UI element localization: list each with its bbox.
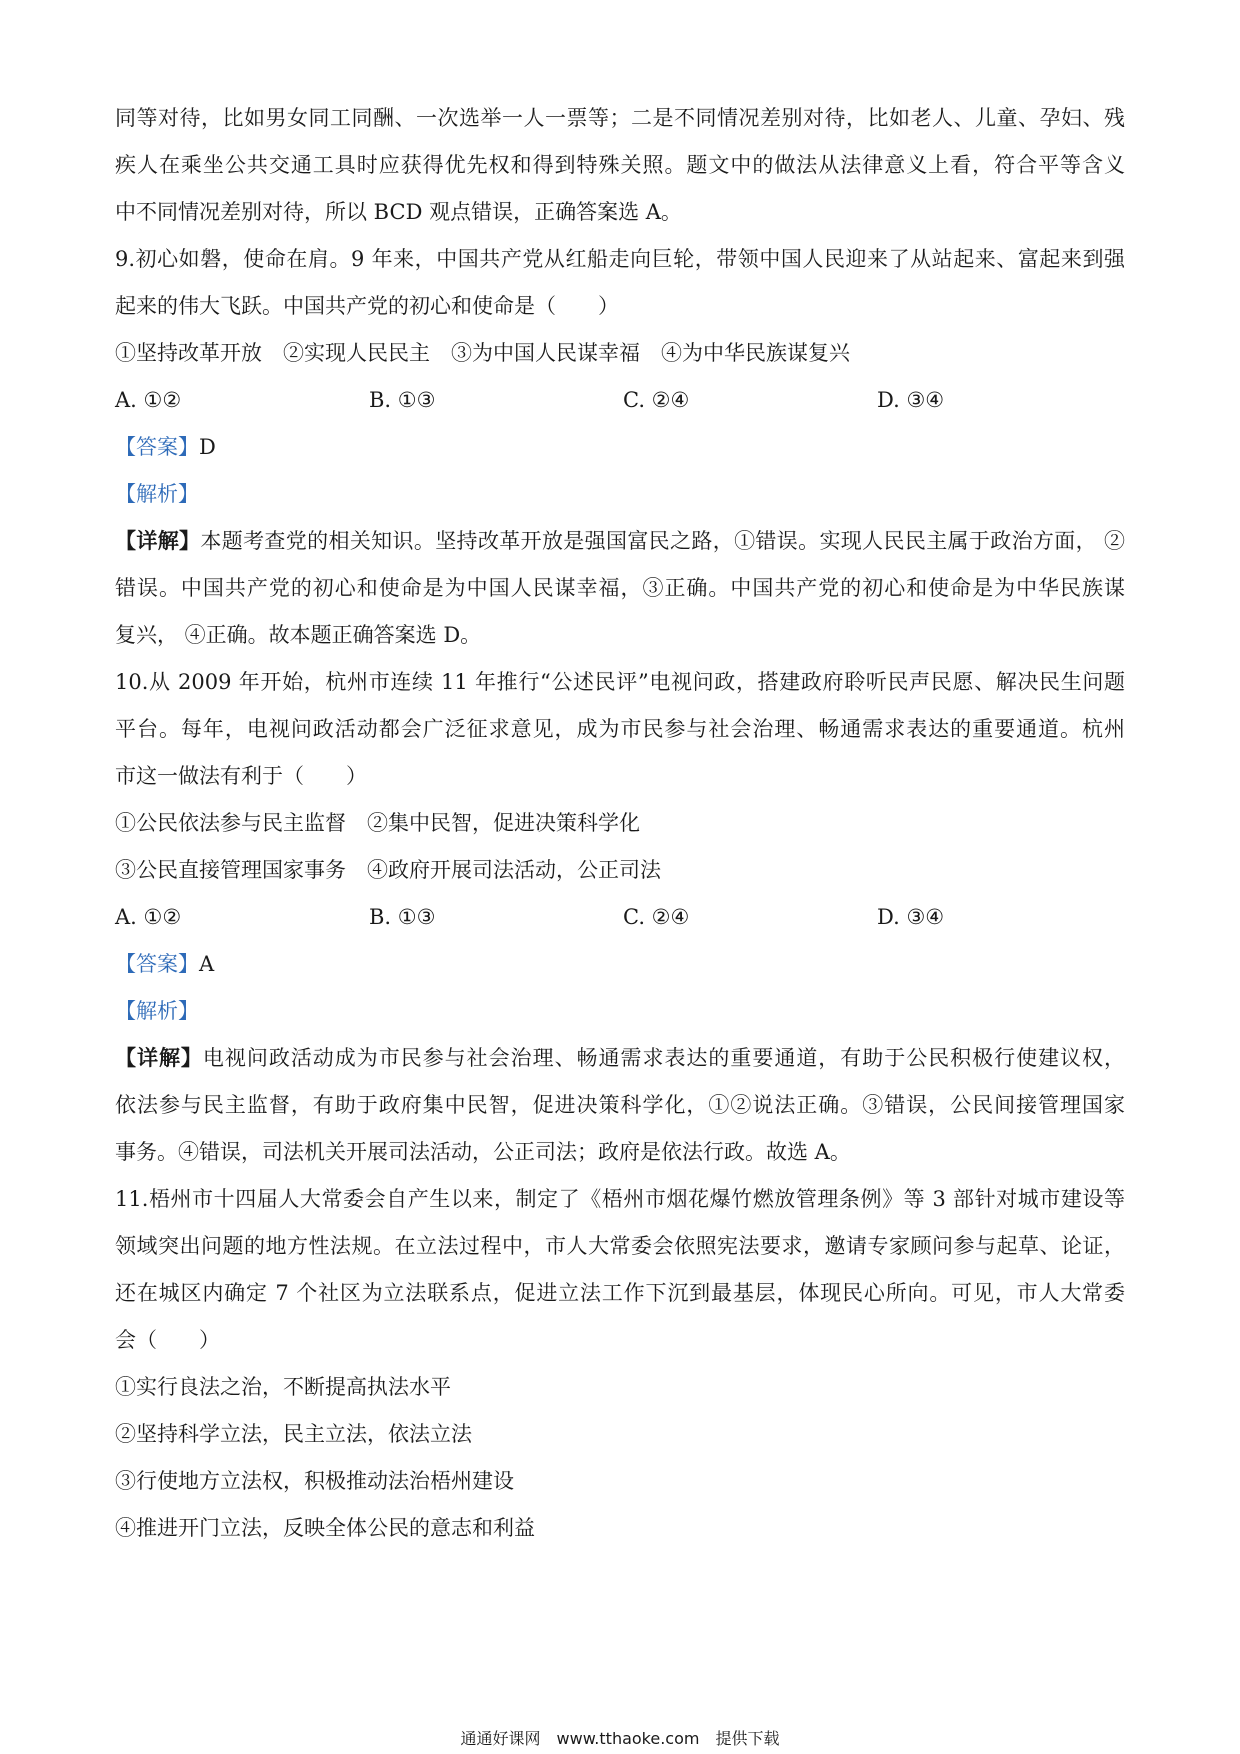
- answer-value: D: [199, 435, 216, 459]
- q9-options: [115, 385, 1125, 415]
- q11-stem-line: 11.梧州市十四届人大常委会自产生以来，制定了《梧州市烟花爆竹燃放管理条例》等 3 部针对城市建设等: [115, 1187, 1125, 1211]
- q9-stem-line: 起来的伟大飞跃。中国共产党的初心和使命是（ ）: [115, 294, 619, 318]
- q10-options: [115, 902, 1125, 932]
- q10-answer: [115, 949, 1125, 979]
- page-footer: 通通好课网 www.tthaoke.com 提供下载: [460, 1729, 780, 1748]
- answer-value: A: [199, 952, 215, 976]
- q10-option-b: B. ①③: [369, 905, 436, 929]
- q11-statement: ④推进开门立法，反映全体公民的意志和利益: [115, 1516, 535, 1540]
- q11-statement: ①实行良法之治，不断提高执法水平: [115, 1375, 451, 1399]
- q11-statement: ③行使地方立法权，积极推动法治梧州建设: [115, 1469, 514, 1493]
- detail-tag: 【详解】: [115, 528, 201, 553]
- q10-detail-line: 依法参与民主监督，有助于政府集中民智，促进决策科学化，①②说法正确。③错误，公民间接管理国家: [115, 1093, 1125, 1117]
- q9-option-a: A. ①②: [115, 388, 182, 412]
- q10-stem-line: 市这一做法有利于（ ）: [115, 764, 367, 788]
- q11-stem-line: 还在城区内确定 7 个社区为立法联系点，促进立法工作下沉到最基层，体现民心所向。可见，市人大常委: [115, 1281, 1125, 1305]
- q10-detail-line: 事务。④错误，司法机关开展司法活动，公正司法；政府是依法行政。故选 A。: [115, 1140, 851, 1164]
- answer-tag: 【答案】: [115, 952, 199, 976]
- q10-option-a: A. ①②: [115, 905, 182, 929]
- q9-detail-line: [115, 526, 1125, 556]
- q11-stem-line: 会（ ）: [115, 1328, 220, 1352]
- q9-answer: [115, 432, 1125, 462]
- q10-detail-line: [115, 1043, 1125, 1073]
- analysis-tag: 【解析】: [115, 999, 199, 1023]
- paragraph-line: 同等对待，比如男女同工同酬、一次选举一人一票等；二是不同情况差别对待，比如老人、儿童、孕妇、残: [115, 106, 1125, 130]
- detail-text: 本题考查党的相关知识。坚持改革开放是强国富民之路，①错误。实现人民民主属于政治方面， ②: [200, 529, 1125, 553]
- q10-statements: ③公民直接管理国家事务 ④政府开展司法活动，公正司法: [115, 858, 661, 882]
- q9-detail-line: 错误。中国共产党的初心和使命是为中国人民谋幸福，③正确。中国共产党的初心和使命是为中华民族谋: [115, 576, 1125, 600]
- q11-stem-line: 领域突出问题的地方性法规。在立法过程中，市人大常委会依照宪法要求，邀请专家顾问参与起草、论证，: [115, 1234, 1125, 1258]
- q9-option-d: D. ③④: [877, 388, 945, 412]
- q10-statements: ①公民依法参与民主监督 ②集中民智，促进决策科学化: [115, 811, 640, 835]
- q9-option-c: C. ②④: [623, 388, 690, 412]
- q9-analysis: [115, 479, 1125, 509]
- q10-analysis: [115, 996, 1125, 1026]
- q9-option-b: B. ①③: [369, 388, 436, 412]
- q9-stem-line: 9.初心如磐，使命在肩。9 年来，中国共产党从红船走向巨轮，带领中国人民迎来了从站起来、富起来到强: [115, 247, 1125, 271]
- q10-option-d: D. ③④: [877, 905, 945, 929]
- q11-statement: ②坚持科学立法，民主立法，依法立法: [115, 1422, 472, 1446]
- q9-statements: ①坚持改革开放 ②实现人民民主 ③为中国人民谋幸福 ④为中华民族谋复兴: [115, 341, 850, 365]
- answer-tag: 【答案】: [115, 435, 199, 459]
- q9-detail-line: 复兴， ④正确。故本题正确答案选 D。: [115, 623, 482, 647]
- q10-stem-line: 平台。每年，电视问政活动都会广泛征求意见，成为市民参与社会治理、畅通需求表达的重要通道。杭州: [115, 717, 1125, 741]
- q10-option-c: C. ②④: [623, 905, 690, 929]
- detail-text: 电视问政活动成为市民参与社会治理、畅通需求表达的重要通道，有助于公民积极行使建议权，: [202, 1046, 1125, 1070]
- detail-tag: 【详解】: [115, 1045, 203, 1070]
- paragraph-line: 中不同情况差别对待，所以 BCD 观点错误，正确答案选 A。: [115, 200, 682, 224]
- q10-stem-line: 10.从 2009 年开始，杭州市连续 11 年推行“公述民评”电视问政，搭建政府聆听民声民愿、解决民生问题: [115, 670, 1125, 694]
- analysis-tag: 【解析】: [115, 482, 199, 506]
- paragraph-line: 疾人在乘坐公共交通工具时应获得优先权和得到特殊关照。题文中的做法从法律意义上看，符合平等含义: [115, 153, 1125, 177]
